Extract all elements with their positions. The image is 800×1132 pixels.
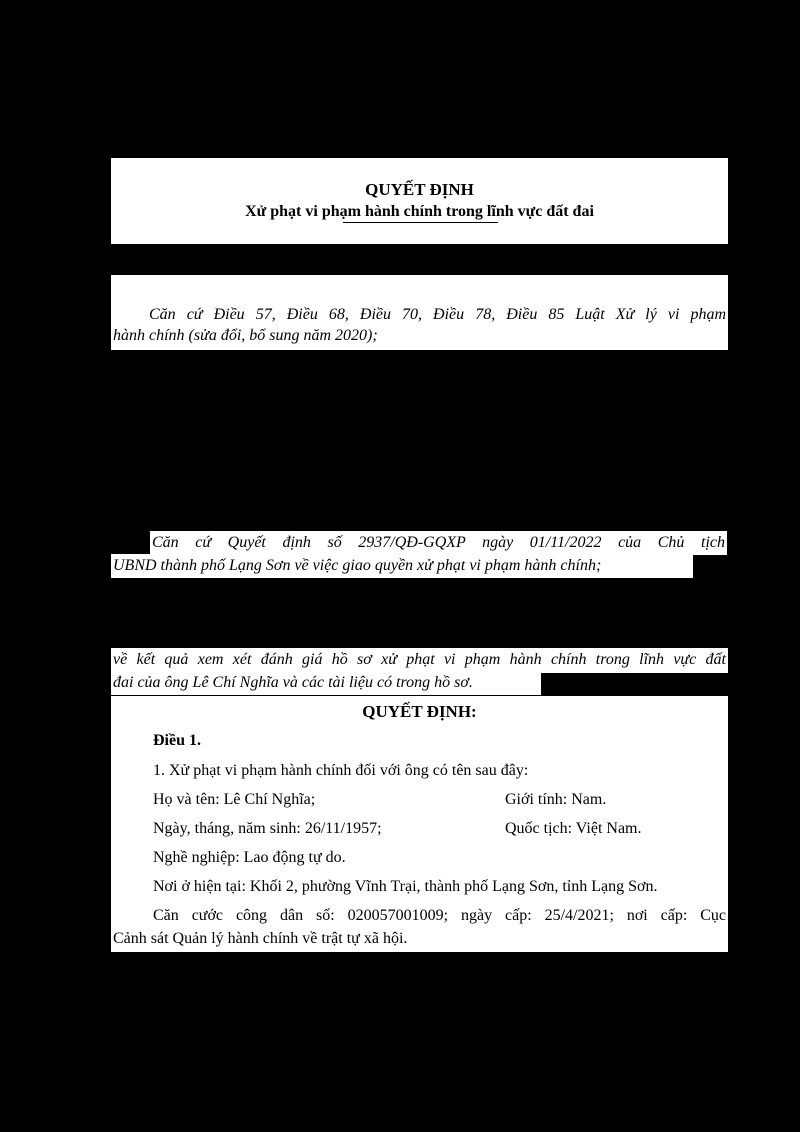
person-name: Họ và tên: Lê Chí Nghĩa; <box>153 791 316 808</box>
person-id-line1: Căn cước công dân số: 020057001009; ngày cấp: 25/4/2021; nơi cấp: Cục <box>153 907 726 924</box>
article-1-intro: 1. Xử phạt vi phạm hành chính đối với ông có tên sau đây: <box>153 762 529 779</box>
person-gender: Giới tính: Nam. <box>505 791 607 808</box>
person-dob: Ngày, tháng, năm sinh: 26/11/1957; <box>153 820 382 837</box>
person-nationality: Quốc tịch: Việt Nam. <box>505 820 642 837</box>
legal-basis-2-line2: UBND thành phố Lạng Sơn về việc giao quyền xử phạt vi phạm hành chính; <box>113 557 602 574</box>
legal-basis-1-line2: hành chính (sửa đổi, bổ sung năm 2020); <box>113 327 378 344</box>
decision-heading: QUYẾT ĐỊNH: <box>362 702 477 721</box>
legal-basis-3-line1-block <box>111 648 728 673</box>
legal-basis-3-line2-block <box>111 671 541 695</box>
person-occupation: Nghề nghiệp: Lao động tự do. <box>153 849 346 866</box>
document-header <box>111 158 728 244</box>
legal-basis-3-line1: về kết quả xem xét đánh giá hồ sơ xử phạt vi phạm hành chính trong lĩnh vực đất <box>113 651 726 668</box>
person-id-line2: Cảnh sát Quản lý hành chính về trật tự xã hội. <box>113 930 408 947</box>
legal-basis-1 <box>111 275 728 350</box>
person-residence: Nơi ở hiện tại: Khối 2, phường Vĩnh Trại, thành phố Lạng Sơn, tỉnh Lạng Sơn. <box>153 878 658 895</box>
article-1-heading: Điều 1. <box>153 732 201 749</box>
legal-basis-2-line1-block <box>150 531 727 555</box>
legal-basis-2-line1: Căn cứ Quyết định số 2937/QĐ-GQXP ngày 01/11/2022 của Chủ tịch <box>152 534 725 551</box>
document-subtitle: Xử phạt vi phạm hành chính trong lĩnh vực đất đai <box>245 203 594 220</box>
legal-basis-1-line1: Căn cứ Điều 57, Điều 68, Điều 70, Điều 78, Điều 85 Luật Xử lý vi phạm <box>149 306 726 323</box>
decision-body <box>111 696 728 952</box>
legal-basis-2-line2-block <box>111 554 693 578</box>
document-title: QUYẾT ĐỊNH <box>365 180 474 199</box>
legal-basis-3-line2: đai của ông Lê Chí Nghĩa và các tài liệu có trong hồ sơ. <box>113 674 473 691</box>
subtitle-underline <box>343 222 498 223</box>
